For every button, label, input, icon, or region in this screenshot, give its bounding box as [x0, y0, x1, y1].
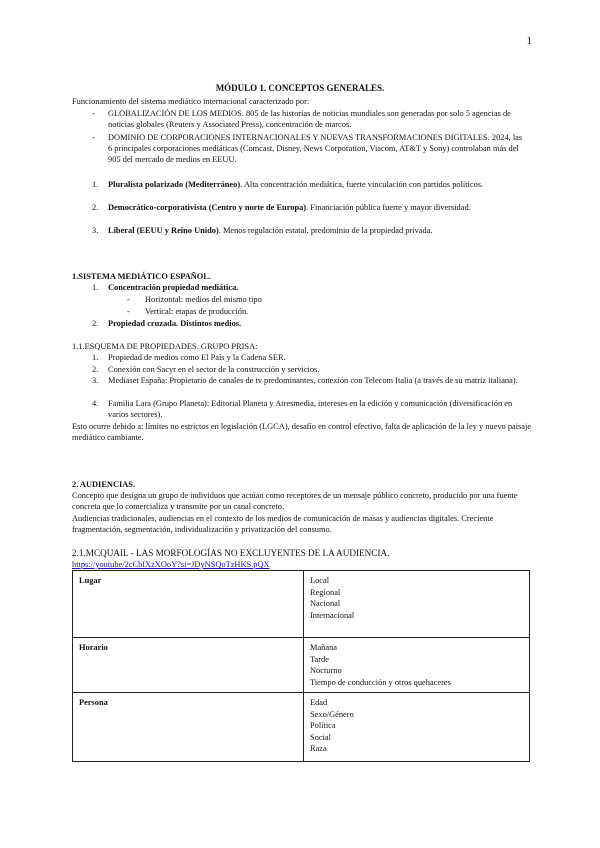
- table-values: [304, 571, 530, 638]
- prisa-item-1: Propiedad de medios como El País y la Cadena SER.: [108, 353, 286, 362]
- table-value: Tiempo de conducción y otros quehaceres: [310, 677, 451, 687]
- prisa-num: 1.: [92, 353, 99, 362]
- table-value: Sexo/Género: [310, 709, 354, 719]
- prisa-item-3: Mediaset España: Propietario de canales de tv predominantes, conexión con Telecom Italia (a través de su matriz italiana).: [108, 376, 518, 385]
- model-1: Pluralista polarizado (Mediterráneo). Alta concentración mediática, fuerte vinculación con partidos políticos.: [108, 180, 484, 189]
- sub-dash: -: [127, 307, 130, 316]
- model-3: Liberal (EEUU y Reino Unido). Menos regulación estatal, predominio de la propiedad privada.: [108, 226, 433, 235]
- table-label: Persona: [73, 693, 304, 762]
- intro-bullet-1: GLOBALIZACIÓN DE LOS MEDIOS. 805 de las historias de noticias mundiales son generadas por solo 5 agencias de noticias globales (Reuters y Associated Press), concentración de marcos.: [108, 109, 511, 129]
- prisa-num: 2.: [92, 365, 99, 374]
- section1-subitem-2: Vertical: etapas de producción.: [145, 307, 249, 316]
- table-value: Mañana: [310, 643, 337, 652]
- table-row: [73, 638, 530, 693]
- prisa-num: 4.: [92, 399, 99, 408]
- prisa-item-4: Familia Lara (Grupo Planeta): Editorial Planeta y Atresmedia, intereses en la edición y comunicación (diversificación en varios sectores).: [108, 399, 513, 419]
- bullet-dash: -: [92, 133, 95, 142]
- section11-title: 1.1.ESQUEMA DE PROPIEDADES. GRUPO PRISA:: [72, 342, 258, 351]
- audience-table: [72, 570, 530, 762]
- table-value: Nacional: [310, 599, 341, 608]
- table-value: Social: [310, 732, 331, 742]
- model-num: 3.: [92, 226, 99, 235]
- section1-num: 2.: [92, 319, 99, 328]
- table-row: [73, 571, 530, 638]
- table-label: Horario: [73, 638, 304, 693]
- section1-num: 1.: [92, 283, 99, 292]
- table-value: Local: [310, 576, 330, 585]
- section2-text2: Audiencias tradicionales, audiencias en el contexto de los medios de comunicación de masas y audiencias digitales. Creciente fragmentación, segmentación, individualización y privatización del consumo.: [72, 514, 494, 534]
- table-values: [304, 693, 530, 762]
- intro-text: Funcionamiento del sistema mediático internacional caracterizado por:: [72, 97, 310, 106]
- table-value: Internacional: [310, 610, 355, 620]
- table-label: Lugar: [73, 571, 304, 638]
- youtube-link[interactable]: https://youtube/2cCbIXzXOoY?si=JDyNSQoTzHKS.pQX: [72, 560, 270, 569]
- prisa-item-2: Conexión con Sacyr en el sector de la construcción y servicios.: [108, 365, 320, 374]
- table-value: Tarde: [310, 654, 329, 664]
- prisa-num: 3.: [92, 376, 99, 385]
- module-title: MÓDULO 1. CONCEPTOS GENERALES.: [215, 83, 385, 93]
- model-2: Democrático-corporativista (Centro y norte de Europa). Financiación pública fuerte y mayor diversidad.: [108, 203, 471, 212]
- prisa-closing: Esto ocurre debido a: límites no estrictos en legislación (LGCA), desafío en control efectivo, falta de aplicación de la ley y nuevo paisaje mediático cambiante.: [72, 422, 532, 442]
- table-value: Regional: [310, 587, 341, 597]
- youtube-link-wrapper: [72, 559, 532, 570]
- page-number: 1: [526, 35, 532, 47]
- table-value: Política: [310, 721, 336, 730]
- section1-title: 1.SISTEMA MEDIÁTICO ESPAÑOL.: [72, 272, 211, 281]
- section1-item-1: Concentración propiedad mediática.: [108, 283, 239, 292]
- section2-text: Concepto que designa un grupo de individuos que actúan como receptores de un mensaje público concreto, producido por una fuente concreta que lo comercializa y transmite por un canal concreto.: [72, 491, 518, 511]
- table-value: Raza: [310, 744, 327, 753]
- table-values: [304, 638, 530, 693]
- table-value: Nocturno: [310, 666, 342, 675]
- model-num: 1.: [92, 180, 99, 189]
- section2-title: 2. AUDIENCIAS.: [72, 480, 136, 489]
- section21-title: 2.1.MCQUAIL - LAS MORFOLOGÍAS NO EXCLUYENTES DE LA AUDIENCIA.: [72, 548, 390, 558]
- model-num: 2.: [92, 203, 99, 212]
- table-row: [73, 693, 530, 762]
- section1-item-2: Propiedad cruzada. Distintos medios.: [108, 319, 242, 328]
- intro-bullet-2: DOMINIO DE CORPORACIONES INTERNACIONALES Y NUEVAS TRANSFORMACIONES DIGITALES. 2024, las 6 principales corporaciones mediáticas (Comcast, Disney, News Corporation, Viacom, AT&T y Sony) controlaban más del 905 del mercado de medios en EEUU.: [108, 133, 523, 164]
- table-value: Edad: [310, 698, 328, 707]
- bullet-dash: -: [92, 109, 95, 118]
- section1-subitem-1: Horizontal: medios del mismo tipo: [145, 295, 262, 304]
- sub-dash: -: [127, 295, 130, 304]
